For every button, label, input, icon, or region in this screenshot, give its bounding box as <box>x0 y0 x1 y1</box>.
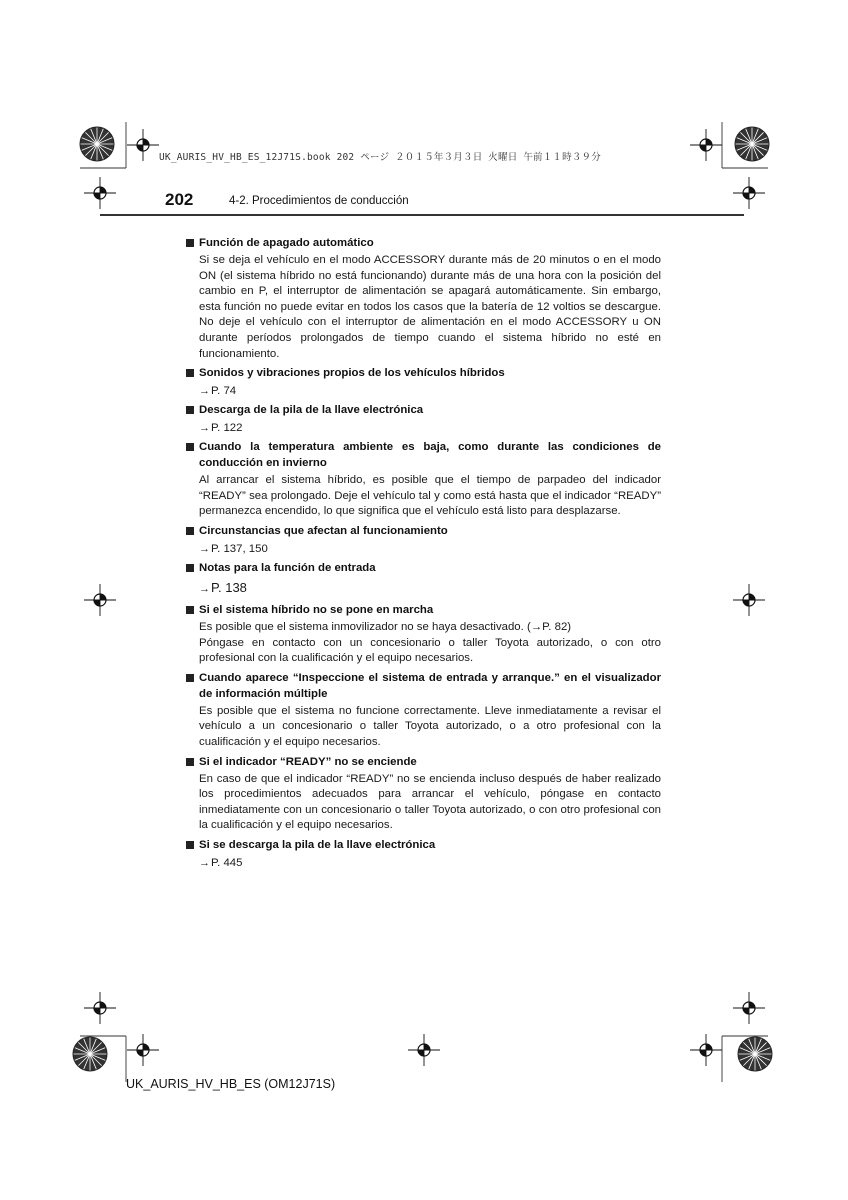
section-title: 4-2. Procedimientos de conducción <box>229 195 409 207</box>
section-body: Es posible que el sistema no funcione correctamente. Lleve inmediatamente a revisar el vehículo a un concesionario o taller Toyota autorizado, o a otro profesional con la cualificación y el equipo necesarios. <box>199 704 661 748</box>
arrow-right-icon: → <box>199 385 210 398</box>
section-heading <box>186 402 661 418</box>
section-heading <box>186 439 661 471</box>
section-heading-text: Notas para la función de entrada <box>199 561 376 574</box>
section-key-battery-dead <box>186 837 661 871</box>
section-key-battery-discharge <box>186 402 661 436</box>
page-number: 202 <box>165 190 194 209</box>
section-heading <box>186 365 661 381</box>
section-heading-text: Cuando aparece “Inspeccione el sistema de entrada y arranque.” en el visualizador de información múltiple <box>199 671 661 700</box>
square-bullet-icon <box>186 239 194 247</box>
section-heading-text: Si el indicador “READY” no se enciende <box>199 755 417 768</box>
square-bullet-icon <box>186 758 194 766</box>
section-heading-text: Si el sistema híbrido no se pone en marcha <box>199 603 434 616</box>
square-bullet-icon <box>186 674 194 682</box>
square-bullet-icon <box>186 841 194 849</box>
page-reference-text: P. 122 <box>211 422 243 435</box>
arrow-right-icon: → <box>199 582 210 595</box>
section-heading <box>186 837 661 853</box>
section-body: En caso de que el indicador “READY” no se encienda incluso después de haber realizado los procedimientos adecuados para arrancar el vehículo, póngase en contacto inmediatamente con un concesionario o taller Toyota autorizado, o con otro profesional con la cualificación y el equipo necesarios. <box>199 772 661 832</box>
square-bullet-icon <box>186 406 194 414</box>
header-rule <box>100 214 744 216</box>
section-heading <box>186 602 661 618</box>
section-heading <box>186 235 661 251</box>
page-reference <box>186 578 661 599</box>
section-hybrid-not-starting <box>186 602 661 667</box>
section-heading-text: Descarga de la pila de la llave electrónica <box>199 404 424 417</box>
square-bullet-icon <box>186 369 194 377</box>
page-reference-text: P. 74 <box>211 385 237 398</box>
section-heading-text: Función de apagado automático <box>199 237 374 249</box>
section-heading-text: Cuando la temperatura ambiente es baja, como durante las condiciones de conducción en invierno <box>199 441 661 470</box>
section-body: Al arrancar el sistema híbrido, es posible que el tiempo de parpadeo del indicador “READY” sea prolongado. Deje el vehículo tal y como está hasta que el indicador “READY” permanezca encendido, lo que significa que el vehículo está listo para desplazarse. <box>199 474 661 518</box>
footer-document-code: UK_AURIS_HV_HB_ES (OM12J71S) <box>126 1077 336 1091</box>
page-reference <box>186 383 661 399</box>
section-ready-not-lit <box>186 754 661 834</box>
section-low-temperature <box>186 439 661 520</box>
arrow-right-icon: → <box>199 422 210 435</box>
section-entry-function-notes <box>186 560 661 599</box>
section-heading <box>186 523 661 539</box>
page-reference-text: P. 445 <box>211 856 243 869</box>
section-heading <box>186 754 661 770</box>
square-bullet-icon <box>186 527 194 535</box>
section-heading <box>186 560 661 576</box>
section-hybrid-sounds <box>186 365 661 399</box>
arrow-right-icon: → <box>199 856 210 869</box>
section-body: Si se deja el vehículo en el modo ACCESSORY durante más de 20 minutos o en el modo ON (el sistema híbrido no está funcionando) durante más de una hora con la posición del cambio en P, el interruptor de alimentación se apagará automáticamente. Sin embargo, esta función no puede evitar en todos los casos que la batería de 12 voltios se descargue. No deje el vehículo con el interruptor de alimentación en el modo ACCESSORY u ON durante períodos prolongados de tiempo cuando el sistema híbrido no esté en funcionamiento. <box>199 254 661 360</box>
section-inspect-entry-system <box>186 670 661 751</box>
print-header: UK_AURIS_HV_HB_ES_12J71S.book 202 ページ ２０１５年３月３日 火曜日 午前１１時３９分 <box>159 152 601 163</box>
section-heading-text: Circunstancias que afectan al funcionamiento <box>199 524 448 537</box>
section-heading <box>186 670 661 702</box>
square-bullet-icon <box>186 564 194 572</box>
page-reference <box>186 855 661 871</box>
page-reference <box>186 541 661 557</box>
page-reference-text: P. 137, 150 <box>211 542 268 555</box>
section-operation-circumstances <box>186 523 661 557</box>
page-reference <box>186 420 661 436</box>
section-heading-text: Sonidos y vibraciones propios de los vehículos híbridos <box>199 367 505 380</box>
square-bullet-icon <box>186 443 194 451</box>
page-content <box>186 235 661 874</box>
section-heading-text: Si se descarga la pila de la llave electrónica <box>199 838 436 851</box>
section-auto-power-off <box>186 235 661 362</box>
page-reference-text: P. 138 <box>211 579 247 595</box>
square-bullet-icon <box>186 606 194 614</box>
arrow-right-icon: → <box>199 542 210 555</box>
section-body: Es posible que el sistema inmovilizador no se haya desactivado. (→P. 82) Póngase en contacto con un concesionario o taller Toyota autorizado, o con otro profesional con la cualificación y el equipo necesarios. <box>199 620 661 665</box>
